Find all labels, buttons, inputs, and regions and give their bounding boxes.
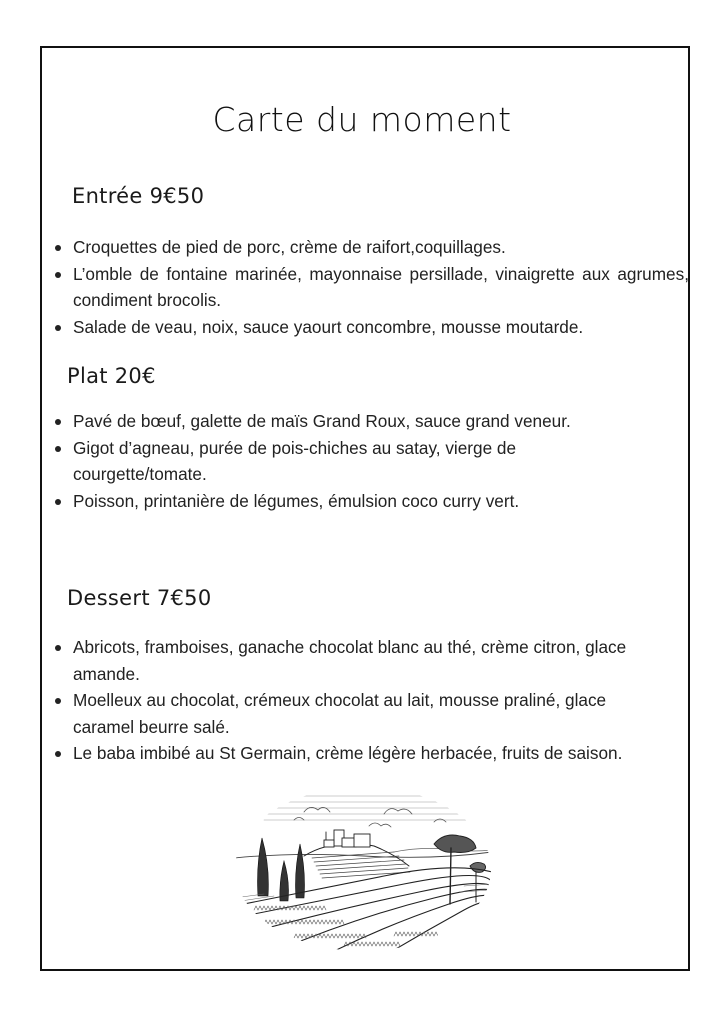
menu-item-text: Gigot d’agneau, purée de pois-chiches au satay, vierge de courgette/tomate. bbox=[73, 437, 517, 484]
entree-list bbox=[73, 234, 689, 340]
bullet-icon bbox=[55, 446, 61, 452]
bullet-icon bbox=[55, 245, 61, 251]
bullet-icon bbox=[55, 272, 61, 278]
bullet-icon bbox=[55, 751, 61, 757]
bullet-icon bbox=[55, 698, 61, 704]
menu-item-text: L’omble de fontaine marinée, mayonnaise persillade, vinaigrette aux agrumes, condiment brocolis. bbox=[73, 263, 689, 310]
bullet-icon bbox=[55, 419, 61, 425]
list-item bbox=[73, 435, 613, 488]
list-item bbox=[73, 488, 673, 515]
dessert-list bbox=[73, 634, 678, 767]
list-item bbox=[73, 261, 689, 314]
section-heading-dessert: Dessert 7€50 bbox=[67, 586, 212, 610]
bullet-icon bbox=[55, 499, 61, 505]
menu-item-text: Salade de veau, noix, sauce yaourt concombre, mousse moutarde. bbox=[73, 316, 584, 337]
page-title: Carte du moment bbox=[212, 100, 512, 139]
menu-item-text: Abricots, framboises, ganache chocolat blanc au thé, crème citron, glace amande. bbox=[73, 637, 627, 684]
list-item bbox=[73, 634, 678, 687]
bullet-icon bbox=[55, 645, 61, 651]
plat-list bbox=[73, 408, 673, 514]
menu-item-text: Moelleux au chocolat, crémeux chocolat au lait, mousse praliné, glace caramel beurre salé. bbox=[73, 690, 607, 737]
section-heading-plat: Plat 20€ bbox=[67, 364, 156, 388]
menu-item-text: Le baba imbibé au St Germain, crème légère herbacée, fruits de saison. bbox=[73, 743, 623, 763]
bullet-icon bbox=[55, 325, 61, 331]
list-item bbox=[73, 234, 689, 261]
menu-item-text: Pavé de bœuf, galette de maïs Grand Roux, sauce grand veneur. bbox=[73, 411, 571, 431]
menu-item-text: Poisson, printanière de légumes, émulsion coco curry vert. bbox=[73, 490, 520, 511]
vineyard-landscape-illustration-icon bbox=[234, 786, 492, 952]
list-item bbox=[73, 408, 673, 435]
list-item bbox=[73, 740, 663, 767]
list-item bbox=[73, 687, 658, 740]
list-item bbox=[73, 314, 689, 341]
section-heading-entree: Entrée 9€50 bbox=[72, 184, 205, 208]
menu-item-text: Croquettes de pied de porc, crème de raifort,coquillages. bbox=[73, 237, 506, 257]
